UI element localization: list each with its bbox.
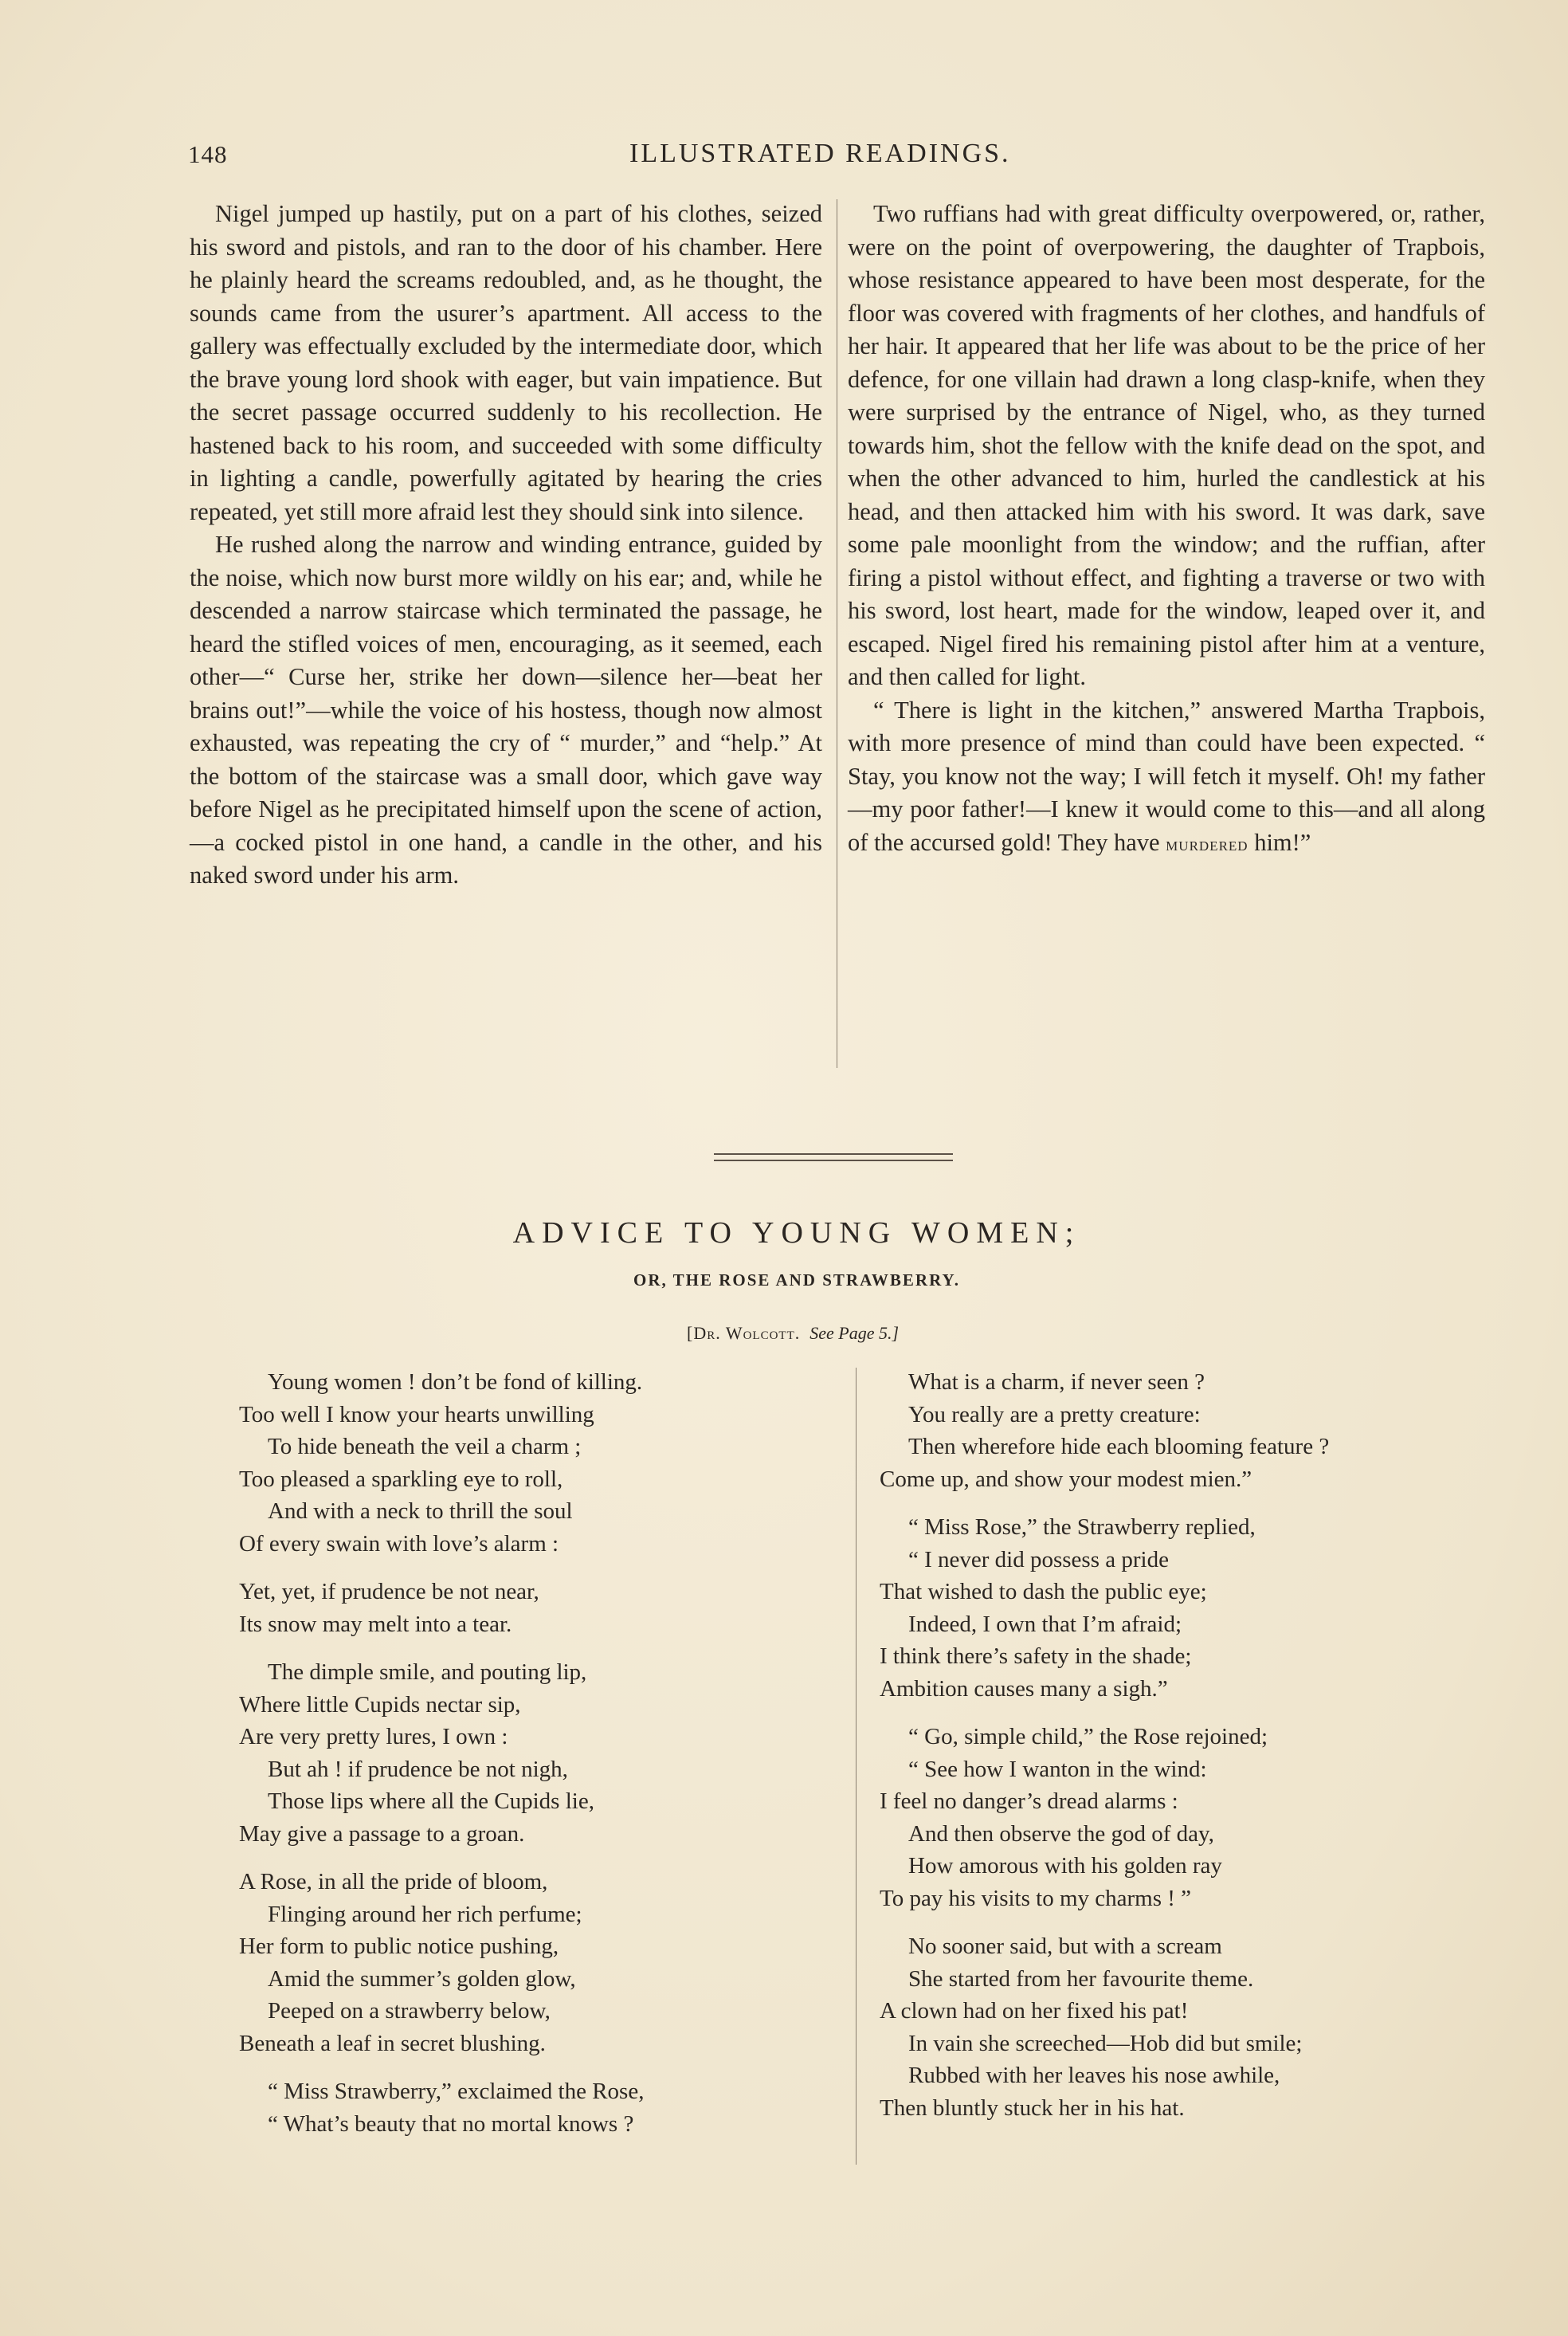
poem-line: The dimple smile, and pouting lip, [268,1659,587,1685]
poem-line: Peeped on a strawberry below, [268,1998,551,2024]
prose-paragraph: Nigel jumped up hastily, put on a part of his clothes, seized his sword and pistols, and ran to the door of his chamber. Here he plainly heard the screams redoubled, and, as he thought, the sounds came from the usurer’s apartment. All access to the gallery was effectually excluded by the intermediate door, which the brave young lord shook with eager, but vain impatience. But the secret passage occurred suddenly to his recollection. He hastened back to his room, and succeeded with some difficulty in lighting a candle, powerfully agitated by hearing the cries repeated, yet still more afraid lest they should sink into silence. [190,200,822,525]
poem-line: May give a passage to a groan. [239,1820,525,1847]
poem-line: In vain she screeched—Hob did but smile; [908,2030,1303,2056]
poem-line: Young women ! don’t be fond of killing. [268,1369,643,1395]
prose-paragraph [848,694,1485,862]
poem-line: “ Go, simple child,” the Rose rejoined; [908,1724,1268,1749]
poem-line: And with a neck to thrill the soul [268,1498,573,1524]
small-caps-word: murdered [1166,834,1249,855]
stanza-gap [239,1640,644,1656]
poem-subtitle: OR, THE ROSE AND STRAWBERRY. [633,1270,961,1290]
poem-line: “ See how I wanton in the wind: [908,1756,1207,1782]
poem-line: I think there’s safety in the shade; [880,1643,1192,1669]
stanza-gap [880,1914,1329,1930]
poem-line: I feel no danger’s dread alarms : [880,1788,1178,1814]
poem-line: Ambition causes many a sigh.” [880,1675,1168,1702]
stanza-gap [880,1495,1329,1511]
prose-column-left [190,198,822,893]
poem-line: Where little Cupids nectar sip, [239,1691,521,1718]
poem-line: “ Miss Rose,” the Strawberry replied, [908,1514,1256,1540]
prose-text: “ There is light in the kitchen,” answered Martha Trapbois, with more presence of mind than could have been expected. “ Stay, you know not the way; I will fetch it myself. Oh! my father—my poor father!—I knew it would come to this—and all along of the accursed gold! They have [848,696,1485,856]
prose-paragraph: He rushed along the narrow and winding entrance, guided by the noise, which now burst more wildly on his ear; and, while he descended a narrow staircase which terminated the passage, he heard the stifled voices of men, encouraging, as it seemed, each other—“ Curse her, strike her down—silence her—beat her brains out!”—while the voice of his hostess, though now almost exhausted, was repeating the cry of “ murder,” and “help.” At the bottom of the staircase was a small door, which gave way before Nigel as he precipitated himself upon the scene of action,—a cocked pistol in one hand, a candle in the other, and his naked sword under his arm. [190,531,822,889]
poem-line: Those lips where all the Cupids lie, [268,1788,594,1814]
prose-text: him!” [1248,828,1311,856]
poem-line: Of every swain with love’s alarm : [239,1530,559,1557]
page-reference: See Page 5.] [809,1323,900,1343]
poem-line: How amorous with his golden ray [908,1853,1222,1879]
poem-line: Too well I know your hearts unwilling [239,1401,594,1427]
section-rule-bottom [714,1160,953,1161]
poem-column-divider [856,1368,857,2165]
poem-line: You really are a pretty creature: [908,1401,1201,1427]
poem-line: Amid the summer’s golden glow, [268,1965,576,1992]
poem-line: “ Miss Strawberry,” exclaimed the Rose, [268,2079,645,2104]
poem-line: Are very pretty lures, I own : [239,1724,508,1749]
poem-line: A Rose, in all the pride of bloom, [239,1869,548,1894]
poem-line: But ah ! if prudence be not nigh, [268,1756,568,1782]
prose-column-right [848,198,1485,862]
poem-line: “ I never did possess a pride [908,1546,1169,1572]
poem-line: She started from her favourite theme. [908,1965,1254,1992]
poem-line: What is a charm, if never seen ? [908,1369,1205,1395]
poem-line: “ What’s beauty that no mortal knows ? [268,2110,634,2137]
poem-line: To pay his visits to my charms ! ” [880,1885,1192,1911]
poem-attribution [687,1323,899,1344]
poem-line: That wished to dash the public eye; [880,1579,1207,1604]
poem-line: To hide beneath the veil a charm ; [268,1434,582,1459]
page-number: 148 [188,140,228,168]
poem-line: Then bluntly stuck her in his hat. [880,2095,1185,2121]
section-rule-top [714,1153,953,1155]
poem-line: A clown had on her fixed his pat! [880,1998,1189,2024]
stanza-gap [880,1705,1329,1721]
poem-column-right [880,1366,1329,2124]
poem-line: Rubbed with her leaves his nose awhile, [908,2063,1280,2088]
stanza-gap [239,2059,644,2075]
poem-line: Flinging around her rich perfume; [268,1901,582,1927]
poem-column-left [239,1366,644,2140]
poem-line: Yet, yet, if prudence be not near, [239,1579,539,1604]
poem-line: Beneath a leaf in secret blushing. [239,2030,546,2056]
running-title: ILLUSTRATED READINGS. [629,139,1011,168]
prose-paragraph: Two ruffians had with great difficulty overpowered, or, rather, were on the point of overpowering, the daughter of Trapbois, whose resistance appeared to have been most desperate, for the floor was covered with fragments of her clothes, and handfuls of her hair. It appeared that her life was about to be the price of her defence, for one villain had drawn a long clasp-knife, when they were surprised by the entrance of Nigel, who, as they turned towards him, shot the fellow with the knife dead on the spot, and when the other advanced to him, hurled the candlestick at his head, and then attacked him with his sword. It was dark, save some pale moonlight from the window; and the ruffian, after firing a pistol without effect, and fighting a traverse or two with his sword, lost heart, made for the window, leaped over it, and escaped. Nigel fired his remaining pistol after him at a venture, and then called for light. [848,200,1485,690]
poem-line: Come up, and show your modest mien.” [880,1466,1252,1492]
poem-line: Indeed, I own that I’m afraid; [908,1611,1182,1637]
poem-line: Then wherefore hide each blooming feature ? [908,1434,1330,1459]
stanza-gap [239,1850,644,1866]
poem-line: Too pleased a sparkling eye to roll, [239,1466,563,1492]
poem-title: ADVICE TO YOUNG WOMEN; [512,1216,1081,1250]
poem-line: Its snow may melt into a tear. [239,1611,512,1637]
author-credit: [Dr. Wolcott. [687,1323,801,1343]
poem-line: No sooner said, but with a scream [908,1934,1222,1959]
poem-line: Her form to public notice pushing, [239,1934,559,1959]
poem-line: And then observe the god of day, [908,1820,1214,1847]
stanza-gap [239,1560,644,1576]
